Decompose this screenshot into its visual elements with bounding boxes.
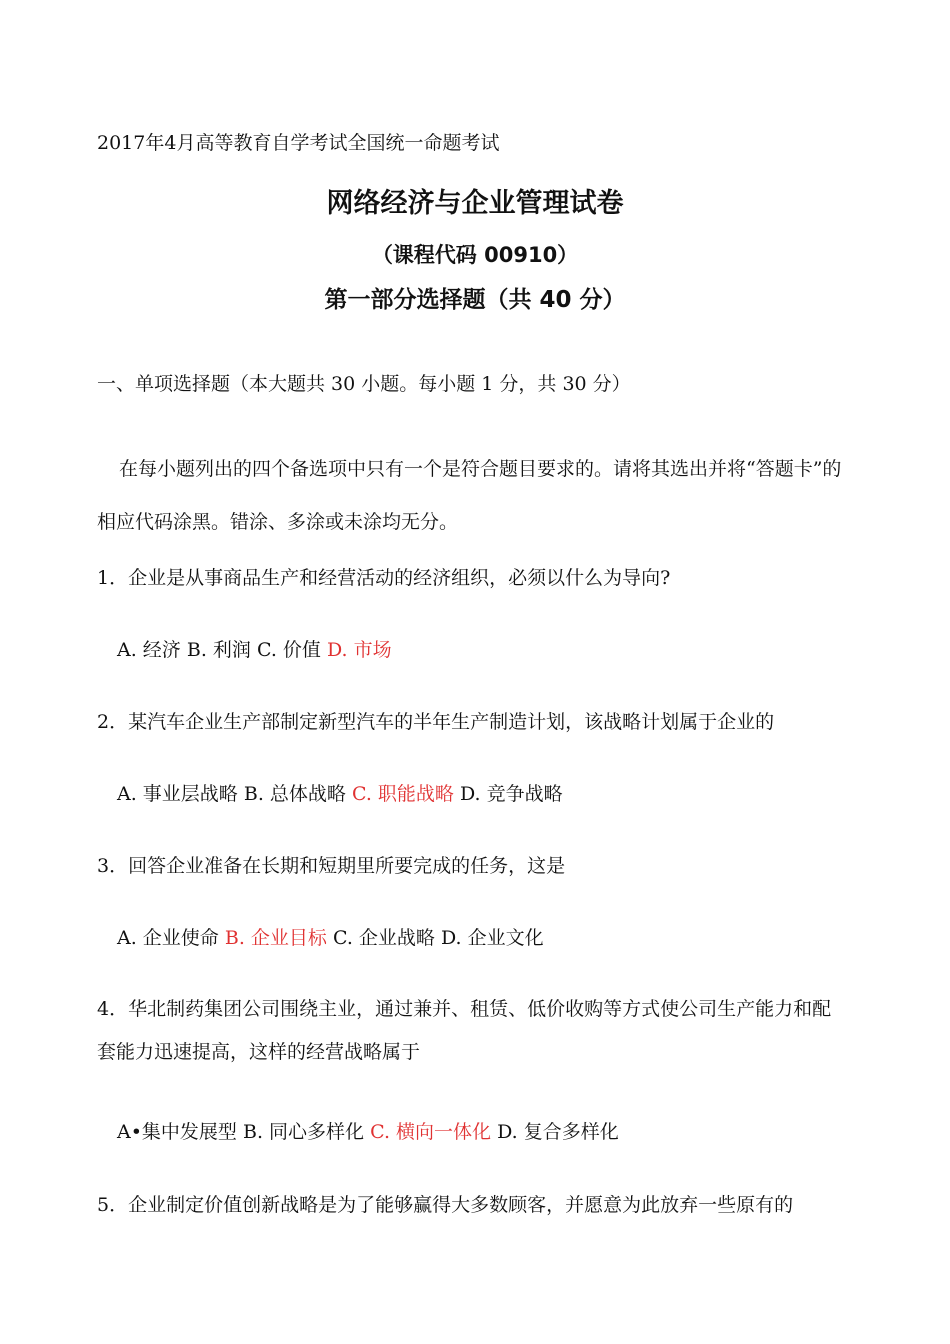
question-3-options <box>117 926 544 950</box>
question-number: 4． <box>97 998 129 1020</box>
question-number: 1． <box>97 567 129 589</box>
option-d-answer: D. 市场 <box>326 639 392 661</box>
option-a: A. 事业层战略 <box>117 783 238 805</box>
question-text: 某汽车企业生产部制定新型汽车的半年生产制造计划，该战略计划属于企业的 <box>128 711 775 733</box>
question-number: 5． <box>97 1194 129 1216</box>
option-d: D. 竞争战略 <box>459 783 563 805</box>
course-code: （课程代码 00910） <box>371 243 579 267</box>
exam-header: 2017年4月高等教育自学考试全国统一命题考试 <box>97 132 500 154</box>
option-c-answer: C. 横向一体化 <box>370 1121 492 1143</box>
option-d: D. 企业文化 <box>440 927 544 949</box>
question-1 <box>97 566 670 590</box>
instructions: 在每小题列出的四个备选项中只有一个是符合题目要求的。请将其选出并将“答题卡”的相应代码涂黑。错涂、多涂或未涂均无分。 <box>97 458 842 533</box>
option-b: B. 同心多样化 <box>242 1121 365 1143</box>
option-c: C. 价值 <box>256 639 321 661</box>
question-5 <box>97 1193 793 1217</box>
question-text: 回答企业准备在长期和短期里所要完成的任务，这是 <box>128 855 566 877</box>
option-b: B. 利润 <box>186 639 251 661</box>
option-b-answer: B. 企业目标 <box>224 927 327 949</box>
part-title: 第一部分选择题（共 40 分） <box>324 287 626 313</box>
option-a: A. 经济 <box>117 639 181 661</box>
option-b: B. 总体战略 <box>243 783 346 805</box>
question-number: 3． <box>97 855 129 877</box>
question-4-options <box>117 1120 619 1144</box>
question-3 <box>97 854 565 878</box>
option-d: D. 复合多样化 <box>497 1121 619 1143</box>
section-heading: 一、单项选择题（本大题共 30 小题。每小题 1 分，共 30 分） <box>97 373 631 395</box>
question-2-options <box>117 782 563 806</box>
question-number: 2． <box>97 711 129 733</box>
question-text: 华北制药集团公司围绕主业，通过兼并、租赁、低价收购等方式使公司生产能力和配套能力迅速提高，这样的经营战略属于 <box>97 998 832 1063</box>
question-text: 企业制定价值创新战略是为了能够赢得大多数顾客，并愿意为此放弃一些原有的 <box>128 1194 794 1216</box>
question-4 <box>97 988 842 1074</box>
option-a: A•集中发展型 <box>117 1121 237 1143</box>
question-1-options <box>117 638 392 662</box>
option-c-answer: C. 职能战略 <box>351 783 454 805</box>
option-c: C. 企业战略 <box>332 927 435 949</box>
page-title: 网络经济与企业管理试卷 <box>326 188 624 219</box>
question-text: 企业是从事商品生产和经营活动的经济组织，必须以什么为导向? <box>128 567 671 589</box>
question-2 <box>97 710 774 734</box>
option-a: A. 企业使命 <box>117 927 219 949</box>
